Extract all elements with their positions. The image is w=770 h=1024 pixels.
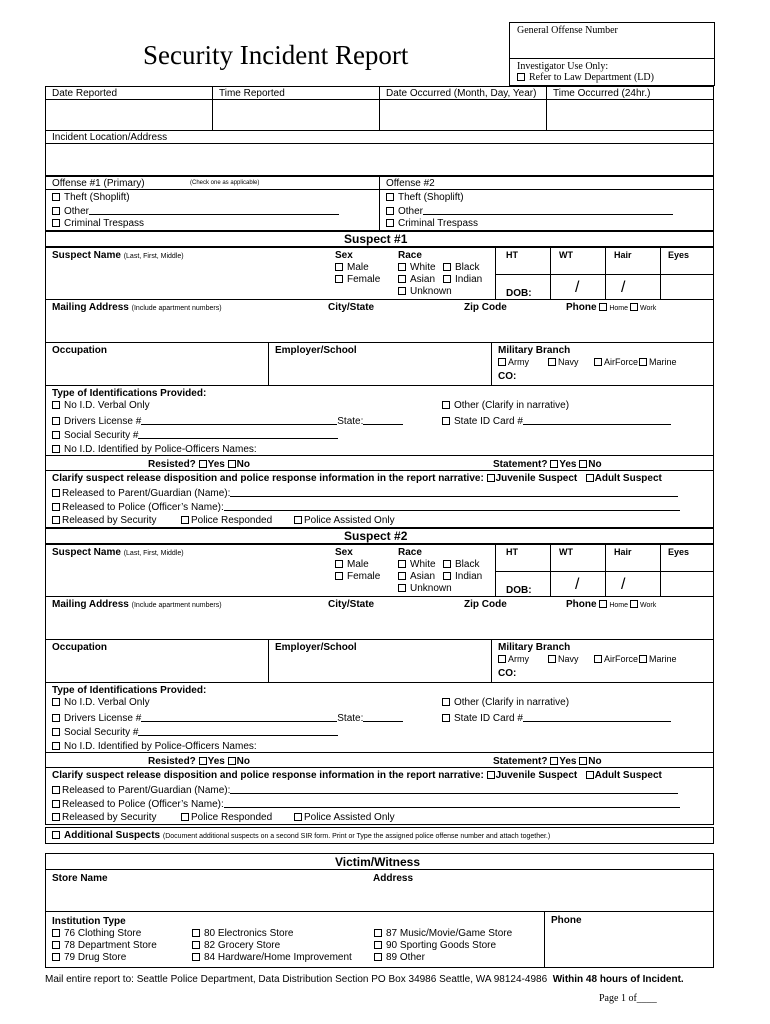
checkbox[interactable] — [630, 600, 638, 608]
military-navy[interactable]: Navy — [548, 654, 579, 664]
police-assisted[interactable]: Police Assisted Only — [294, 515, 395, 526]
checkbox[interactable] — [579, 757, 587, 765]
checkbox[interactable] — [52, 742, 60, 750]
employer-label: Employer/School — [275, 345, 357, 356]
id-other[interactable]: Other (Clarify in narrative) — [442, 400, 569, 411]
checkbox[interactable] — [594, 655, 602, 663]
id-ssn[interactable]: Social Security # — [52, 726, 338, 738]
label: Other — [398, 206, 424, 217]
victim-title: Victim/Witness — [335, 855, 421, 869]
id-other[interactable]: Other (Clarify in narrative) — [442, 697, 569, 708]
type-76[interactable]: 76 Clothing Store — [52, 928, 141, 939]
military-label: Military Branch — [498, 345, 571, 356]
type-84[interactable]: 84 Hardware/Home Improvement — [192, 952, 352, 963]
checkbox[interactable] — [335, 572, 343, 580]
other-line[interactable] — [423, 205, 673, 215]
offense1-title: Offense #1 (Primary) — [52, 178, 145, 189]
military-marine[interactable]: Marine — [639, 357, 677, 367]
offense2-theft[interactable] — [386, 192, 464, 203]
race-white[interactable]: White — [398, 559, 436, 570]
rel-parent[interactable]: Released to Parent/Guardian (Name): — [52, 487, 678, 499]
id-drivers[interactable]: Drivers License # State: — [52, 415, 403, 427]
checkbox[interactable] — [548, 655, 556, 663]
military-army[interactable]: Army — [498, 654, 529, 664]
victim-phone-label: Phone — [551, 915, 582, 926]
checkbox[interactable] — [52, 929, 60, 937]
checkbox[interactable] — [52, 941, 60, 949]
checkbox[interactable] — [443, 263, 451, 271]
sex-female[interactable]: Female — [335, 274, 380, 285]
sex-label: Sex — [335, 547, 353, 558]
id-state-card[interactable]: State ID Card # — [442, 415, 671, 427]
checkbox[interactable] — [442, 698, 450, 706]
checkbox[interactable] — [398, 560, 406, 568]
checkbox[interactable] — [374, 929, 382, 937]
checkbox[interactable] — [398, 275, 406, 283]
sex-label: Sex — [335, 250, 353, 261]
race-indian[interactable]: Indian — [443, 274, 482, 285]
city-label: City/State — [328, 302, 375, 313]
checkbox[interactable] — [335, 560, 343, 568]
military-army[interactable]: Army — [498, 357, 529, 367]
statement-label: Statement? Yes No — [493, 756, 602, 767]
rel-police[interactable]: Released to Police (Officer’s Name): — [52, 798, 680, 810]
mail-instructions: Mail entire report to: Seattle Police Department, Data Distribution Section PO Box 34986 Seattle, WA 98124-4986 Within 48 hours of Incident. — [45, 974, 684, 985]
ht-label: HT — [506, 547, 518, 557]
checkbox[interactable] — [52, 714, 60, 722]
checkbox[interactable] — [639, 655, 647, 663]
dob-label: DOB: — [506, 288, 532, 299]
checkbox[interactable] — [498, 655, 506, 663]
checkbox[interactable] — [398, 287, 406, 295]
military-airforce[interactable]: AirForce — [594, 357, 638, 367]
address-label: Address — [373, 873, 414, 884]
institution-type-label: Institution Type — [52, 916, 126, 927]
other-line[interactable] — [89, 205, 339, 215]
offense2-title: Offense #2 — [386, 178, 435, 189]
id-ssn[interactable]: Social Security # — [52, 429, 338, 441]
mailing-label: Mailing Address (Include apartment numbers) — [52, 302, 222, 313]
checkbox[interactable] — [294, 813, 302, 821]
checkbox[interactable] — [579, 460, 587, 468]
type-82[interactable]: 82 Grocery Store — [192, 940, 280, 951]
checkbox[interactable] — [374, 953, 382, 961]
checkbox[interactable] — [199, 460, 207, 468]
checkbox[interactable] — [599, 600, 607, 608]
checkbox[interactable] — [181, 516, 189, 524]
dob-slash: / — [621, 279, 626, 296]
checkbox[interactable] — [52, 831, 60, 839]
checkbox[interactable] — [442, 401, 450, 409]
suspect-section — [0, 231, 770, 528]
type-78[interactable]: 78 Department Store — [52, 940, 157, 951]
race-unknown[interactable]: Unknown — [398, 286, 452, 297]
occupation-label: Occupation — [52, 642, 108, 653]
phone-label: Phone Home Work — [566, 302, 657, 313]
sex-female[interactable]: Female — [335, 571, 380, 582]
checkbox[interactable] — [52, 445, 60, 453]
police-responded[interactable]: Police Responded — [181, 812, 272, 823]
rel-security[interactable]: Released by Security — [52, 812, 157, 823]
zip-label: Zip Code — [464, 599, 507, 610]
incident-location-label: Incident Location/Address — [52, 132, 168, 143]
checkbox[interactable] — [228, 757, 236, 765]
checkbox[interactable] — [386, 219, 394, 227]
checkbox[interactable] — [398, 584, 406, 592]
checkbox[interactable] — [52, 401, 60, 409]
suspect-name-label: Suspect Name (Last, First, Middle) — [52, 547, 184, 558]
race-asian[interactable]: Asian — [398, 274, 435, 285]
checkbox[interactable] — [442, 714, 450, 722]
race-asian[interactable]: Asian — [398, 571, 435, 582]
id-no-officers[interactable]: No I.D. Identified by Police-Officers Names: — [52, 741, 257, 752]
race-black[interactable]: Black — [443, 559, 479, 570]
date-occurred-label: Date Occurred (Month, Day, Year) — [386, 88, 537, 99]
checkbox[interactable] — [517, 73, 525, 81]
date-reported-label: Date Reported — [52, 88, 118, 99]
rel-parent[interactable]: Released to Parent/Guardian (Name): — [52, 784, 678, 796]
checkbox[interactable] — [586, 771, 594, 779]
refer-ld-option[interactable] — [517, 72, 654, 83]
date-occurred-field[interactable] — [380, 100, 546, 130]
checkbox[interactable] — [386, 193, 394, 201]
military-navy[interactable]: Navy — [548, 357, 579, 367]
checkbox[interactable] — [398, 263, 406, 271]
suspect-2 — [0, 528, 770, 825]
mailing-label: Mailing Address (Include apartment numbers) — [52, 599, 222, 610]
clarify-label: Clarify suspect release disposition and police response information in the report narrative: Juvenile Suspect Adult Suspect — [52, 770, 662, 781]
checkbox[interactable] — [52, 417, 60, 425]
checkbox[interactable] — [181, 813, 189, 821]
employer-label: Employer/School — [275, 642, 357, 653]
ids-title: Type of Identifications Provided: — [52, 685, 207, 696]
resisted-label: Resisted? Yes No — [148, 756, 250, 767]
suspect-name-label: Suspect Name (Last, First, Middle) — [52, 250, 184, 261]
checkbox[interactable] — [52, 813, 60, 821]
page-title: Security Incident Report — [143, 40, 409, 70]
type-87[interactable]: 87 Music/Movie/Game Store — [374, 928, 512, 939]
time-occurred-field[interactable] — [547, 100, 713, 130]
phone-label: Phone Home Work — [566, 599, 657, 610]
refer-ld-label: Refer to Law Department (LD) — [529, 72, 654, 83]
suspect-title: Suspect #2 — [344, 529, 408, 543]
store-name-label: Store Name — [52, 873, 108, 884]
race-label: Race — [398, 547, 422, 558]
military-airforce[interactable]: AirForce — [594, 654, 638, 664]
type-79[interactable]: 79 Drug Store — [52, 952, 126, 963]
dob-slash: / — [575, 279, 580, 296]
checkbox[interactable] — [498, 358, 506, 366]
checkbox[interactable] — [550, 757, 558, 765]
suspect-1 — [0, 231, 770, 528]
offense1-theft[interactable] — [52, 192, 130, 203]
wt-label: WT — [559, 250, 573, 260]
checkbox[interactable] — [487, 474, 495, 482]
checkbox[interactable] — [550, 460, 558, 468]
checkbox[interactable] — [52, 489, 60, 497]
label: Theft (Shoplift) — [64, 192, 130, 203]
checkbox[interactable] — [442, 417, 450, 425]
general-offense-label: General Offense Number — [517, 25, 618, 36]
co-label: CO: — [498, 371, 517, 382]
checkbox[interactable] — [52, 786, 60, 794]
label: Criminal Trespass — [398, 218, 479, 229]
checkbox[interactable] — [594, 358, 602, 366]
checkbox[interactable] — [548, 358, 556, 366]
time-occurred-label: Time Occurred (24hr.) — [553, 88, 651, 99]
checkbox[interactable] — [443, 275, 451, 283]
id-no-officers[interactable]: No I.D. Identified by Police-Officers Names: — [52, 444, 257, 455]
ht-label: HT — [506, 250, 518, 260]
checkbox[interactable] — [443, 560, 451, 568]
police-assisted[interactable]: Police Assisted Only — [294, 812, 395, 823]
checkbox[interactable] — [52, 193, 60, 201]
rel-security[interactable]: Released by Security — [52, 515, 157, 526]
checkbox[interactable] — [52, 219, 60, 227]
time-reported-field[interactable] — [213, 100, 379, 130]
sex-male[interactable]: Male — [335, 262, 369, 273]
dob-slash: / — [575, 576, 580, 593]
checkbox[interactable] — [192, 929, 200, 937]
zip-label: Zip Code — [464, 302, 507, 313]
label: Other — [64, 206, 90, 217]
additional-suspects[interactable]: Additional Suspects (Document additional suspects on a second SIR form. Print or Type the assigned police offense number and attach together.) — [52, 830, 550, 841]
type-90[interactable]: 90 Sporting Goods Store — [374, 940, 496, 951]
date-reported-field[interactable] — [46, 100, 212, 130]
label: Criminal Trespass — [64, 218, 145, 229]
id-drivers[interactable]: Drivers License # State: — [52, 712, 403, 724]
id-state-card[interactable]: State ID Card # — [442, 712, 671, 724]
page-number: Page 1 of____ — [599, 993, 657, 1004]
sex-male[interactable]: Male — [335, 559, 369, 570]
race-white[interactable]: White — [398, 262, 436, 273]
offense1-trespass[interactable] — [52, 218, 144, 229]
checkbox[interactable] — [398, 572, 406, 580]
checkbox[interactable] — [639, 358, 647, 366]
suspect-section — [0, 528, 770, 825]
military-label: Military Branch — [498, 642, 571, 653]
checkbox[interactable] — [52, 953, 60, 961]
type-80[interactable]: 80 Electronics Store — [192, 928, 294, 939]
time-reported-label: Time Reported — [219, 88, 285, 99]
offense1-other[interactable] — [52, 205, 339, 217]
checkbox[interactable] — [374, 941, 382, 949]
hair-label: Hair — [614, 250, 632, 260]
id-no-verbal[interactable]: No I.D. Verbal Only — [52, 697, 150, 708]
race-black[interactable]: Black — [443, 262, 479, 273]
police-responded[interactable]: Police Responded — [181, 515, 272, 526]
checkbox[interactable] — [630, 303, 638, 311]
suspect-title: Suspect #1 — [344, 232, 408, 246]
checkbox[interactable] — [294, 516, 302, 524]
offense2-trespass[interactable] — [386, 218, 478, 229]
hair-label: Hair — [614, 547, 632, 557]
checkbox[interactable] — [599, 303, 607, 311]
checkbox[interactable] — [335, 275, 343, 283]
city-label: City/State — [328, 599, 375, 610]
checkbox[interactable] — [487, 771, 495, 779]
checkbox[interactable] — [192, 941, 200, 949]
checkbox[interactable] — [192, 953, 200, 961]
investigator-label: Investigator Use Only: — [517, 61, 609, 72]
label: Theft (Shoplift) — [398, 192, 464, 203]
dob-slash: / — [621, 576, 626, 593]
offense1-note: (Check one as applicable) — [190, 180, 260, 186]
checkbox[interactable] — [199, 757, 207, 765]
checkbox[interactable] — [586, 474, 594, 482]
co-label: CO: — [498, 668, 517, 679]
checkbox[interactable] — [52, 516, 60, 524]
military-marine[interactable]: Marine — [639, 654, 677, 664]
race-indian[interactable]: Indian — [443, 571, 482, 582]
rel-police[interactable]: Released to Police (Officer’s Name): — [52, 501, 680, 513]
checkbox[interactable] — [52, 728, 60, 736]
resisted-label: Resisted? Yes No — [148, 459, 250, 470]
type-89[interactable]: 89 Other — [374, 952, 425, 963]
race-label: Race — [398, 250, 422, 261]
statement-label: Statement? Yes No — [493, 459, 602, 470]
wt-label: WT — [559, 547, 573, 557]
checkbox[interactable] — [386, 207, 394, 215]
checkbox[interactable] — [228, 460, 236, 468]
race-unknown[interactable]: Unknown — [398, 583, 452, 594]
checkbox[interactable] — [335, 263, 343, 271]
checkbox[interactable] — [52, 698, 60, 706]
checkbox[interactable] — [52, 431, 60, 439]
checkbox[interactable] — [52, 800, 60, 808]
occupation-label: Occupation — [52, 345, 108, 356]
checkbox[interactable] — [443, 572, 451, 580]
checkbox[interactable] — [52, 207, 60, 215]
id-no-verbal[interactable]: No I.D. Verbal Only — [52, 400, 150, 411]
eyes-label: Eyes — [668, 547, 690, 557]
ids-title: Type of Identifications Provided: — [52, 388, 207, 399]
offense2-other[interactable] — [386, 205, 673, 217]
clarify-label: Clarify suspect release disposition and police response information in the report narrative: Juvenile Suspect Adult Suspect — [52, 473, 662, 484]
checkbox[interactable] — [52, 503, 60, 511]
eyes-label: Eyes — [668, 250, 690, 260]
dob-label: DOB: — [506, 585, 532, 596]
